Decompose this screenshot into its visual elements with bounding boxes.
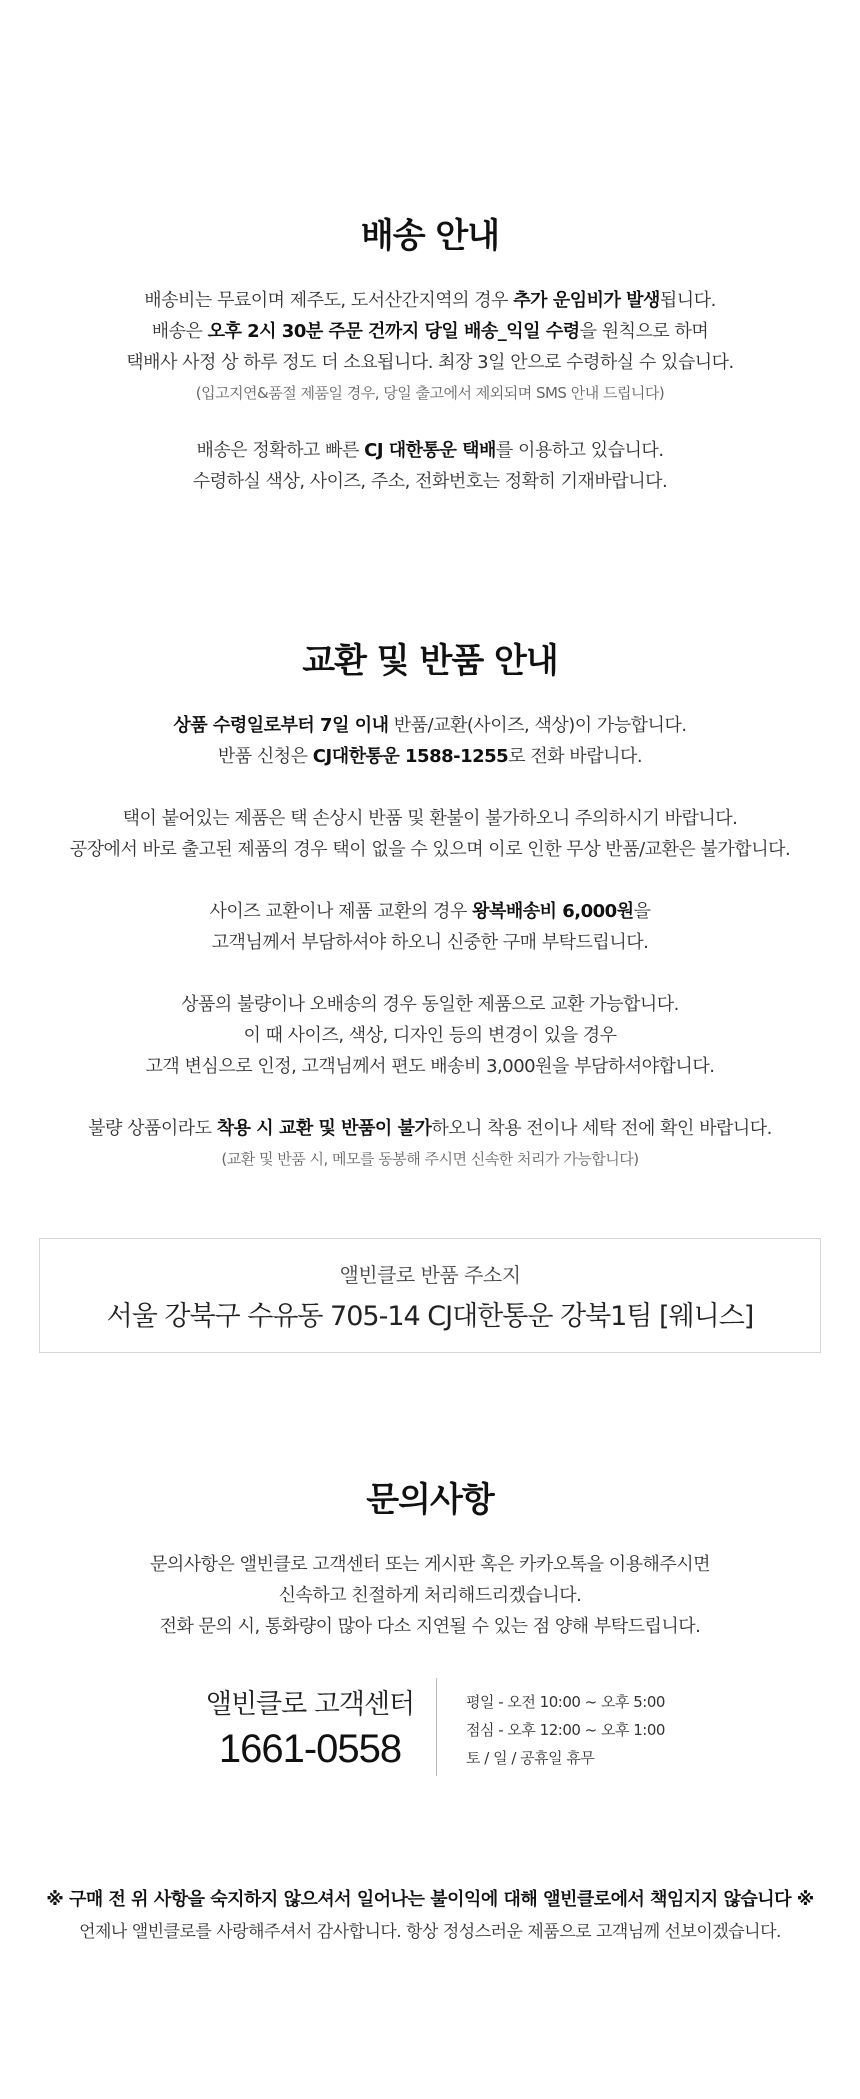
returns-title: 교환 및 반품 안내: [302, 641, 558, 681]
shipping-note: (입고지연&품절 제품일 경우, 당일 출고에서 제외되며 SMS 안내 드립니다): [195, 384, 665, 402]
returns-highlight-7days: 상품 수령일로부터 7일 이내: [173, 715, 389, 736]
shipping-paragraph: [0, 285, 860, 378]
customer-center: [0, 1678, 860, 1778]
inquiry-paragraph: 문의사항은 앨빈클로 고객센터 또는 게시판 혹은 카카오톡을 이용해주시면 신속하고 친절하게 처리해드리겠습니다. 전화 문의 시, 통화량이 많아 다소 지연될 수 있는 점 양해 부탁드립니다.: [149, 1554, 711, 1637]
footer-thanks: 언제나 앨빈클로를 사랑해주셔서 감사합니다. 항상 정성스러운 제품으로 고객님께 선보이겠습니다.: [79, 1922, 781, 1942]
footer-notice: [0, 1884, 860, 1948]
customer-center-divider: [436, 1678, 437, 1776]
shipping-line-3: 택배사 사정 상 하루 정도 더 소요됩니다. 최장 3일 안으로 수령하실 수 있습니다.: [126, 352, 734, 373]
shipping-highlight-cutoff: 오후 2시 30분 주문 건까지 당일 배송_익일 수령: [207, 321, 580, 342]
returns-highlight-no-return: 착용 시 교환 및 반품이 불가: [216, 1118, 432, 1139]
hours-lunch: 점심 - 오후 12:00 ~ 오후 1:00: [466, 1721, 665, 1739]
return-address-box: [39, 1238, 821, 1353]
return-address-label: 앨빈클로 반품 주소지: [339, 1263, 521, 1287]
shipping-carrier-paragraph: [0, 435, 860, 497]
returns-paragraph-3: 사이즈 교환이나 제품 교환의 경우 왕복배송비 6,000원을 고객님께서 부담하셔야 하오니 신중한 구매 부탁드립니다.: [209, 901, 651, 953]
returns-section: [0, 633, 860, 1172]
shipping-line-2: 배송은 오후 2시 30분 주문 건까지 당일 배송_익일 수령을 원칙으로 하며: [151, 321, 709, 342]
returns-paragraph-5: 불량 상품이라도 착용 시 교환 및 반품이 불가하오니 착용 전이나 세탁 전에 확인 바랍니다.: [88, 1118, 772, 1139]
returns-paragraph-4: 상품의 불량이나 오배송의 경우 동일한 제품으로 교환 가능합니다. 이 때 사이즈, 색상, 디자인 등의 변경이 있을 경우 고객 변심으로 인정, 고객님께서 편도 배송비 3,000원을 부담하셔야합니다.: [145, 994, 715, 1077]
return-address-value: 서울 강북구 수유동 705-14 CJ대한통운 강북1팀 [웨니스]: [106, 1301, 754, 1332]
shipping-section: [0, 208, 860, 497]
inquiry-section: [0, 1472, 860, 1642]
shipping-line-1: 배송비는 무료이며 제주도, 도서산간지역의 경우 추가 운임비가 발생됩니다.: [144, 290, 716, 311]
customer-center-name: 앨빈클로 고객센터: [205, 1689, 415, 1720]
customer-center-hours: [466, 1688, 665, 1772]
footer-warning: ※ 구매 전 위 사항을 숙지하지 않으셔서 일어나는 불이익에 대해 앨빈클로에서 책임지지 않습니다 ※: [46, 1889, 814, 1910]
customer-center-phone[interactable]: 1661-0558: [218, 1727, 402, 1771]
returns-paragraph-2: 택이 붙어있는 제품은 택 손상시 반품 및 환불이 불가하오니 주의하시기 바랍니다. 공장에서 바로 출고된 제품의 경우 택이 없을 수 있으며 이로 인한 무상 반품/교환은 불가합니다.: [69, 808, 791, 860]
shipping-line-5: 수령하실 색상, 사이즈, 주소, 전화번호는 정확히 기재바랍니다.: [192, 471, 668, 492]
returns-note: (교환 및 반품 시, 메모를 동봉해 주시면 신속한 처리가 가능합니다): [221, 1150, 639, 1168]
shipping-highlight-carrier: CJ 대한통운 택배: [364, 440, 496, 461]
returns-highlight-shipping-fee: 왕복배송비 6,000원: [472, 901, 634, 922]
hours-closed: 토 / 일 / 공휴일 휴무: [466, 1749, 595, 1767]
returns-paragraph-1: 상품 수령일로부터 7일 이내 반품/교환(사이즈, 색상)이 가능합니다. 반품 신청은 CJ대한통운 1588-1255로 전화 바랍니다.: [173, 715, 687, 767]
returns-highlight-phone: CJ대한통운 1588-1255: [312, 746, 509, 767]
shipping-line-4: 배송은 정확하고 빠른 CJ 대한통운 택배를 이용하고 있습니다.: [196, 440, 664, 461]
inquiry-title: 문의사항: [366, 1480, 494, 1520]
customer-center-contact: [200, 1678, 420, 1772]
hours-weekday: 평일 - 오전 10:00 ~ 오후 5:00: [466, 1693, 665, 1711]
shipping-highlight-extra-fee: 추가 운임비가 발생: [513, 290, 660, 311]
shipping-title: 배송 안내: [360, 216, 500, 256]
